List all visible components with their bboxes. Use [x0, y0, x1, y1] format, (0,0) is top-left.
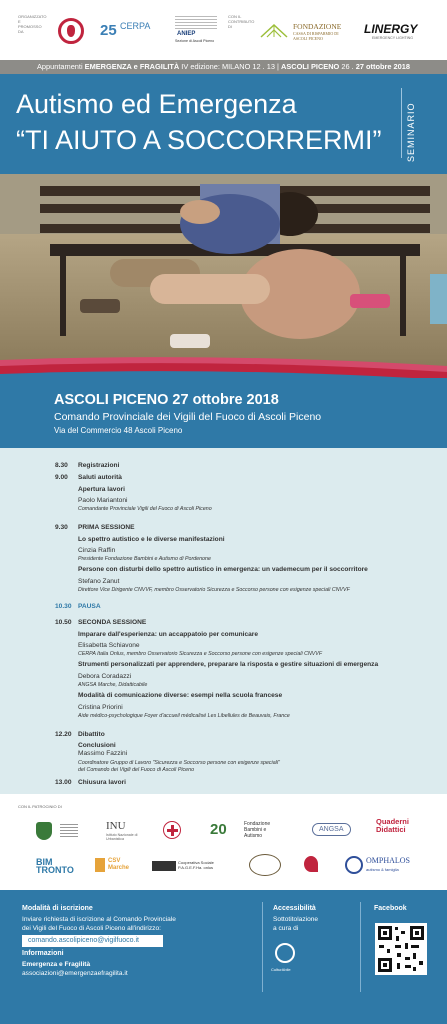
footer-divider-1 [262, 902, 263, 992]
speaker-raffin-role: Presidente Fondazione Bambini e Autismo di Pordenone [78, 556, 211, 562]
inu-sub: Istituto Nazionale di Urbanistica [106, 833, 138, 841]
partners [0, 794, 447, 894]
cerpa-number: 25 [100, 22, 117, 39]
ascoli-crest-icon [36, 822, 52, 840]
item-dibattito: Dibattito [78, 731, 105, 738]
talk-strumenti: Strumenti personalizzati per apprendere, preparare la risposta e gestire situazioni di emergenza [78, 661, 379, 668]
facebook-title: Facebook [374, 905, 407, 912]
time-1050: 10.50 [55, 619, 72, 626]
omphalos-icon [345, 856, 363, 874]
cerpa-name: CERPA [120, 21, 151, 31]
info-title: Informazioni [22, 950, 64, 957]
item-saluti: Saluti autorità [78, 474, 122, 481]
time-0930: 9.30 [55, 524, 68, 531]
time-1220: 12.20 [55, 731, 72, 738]
talk-spettro: Lo spettro autistico e le diverse manifestazioni [78, 536, 225, 543]
event-series-bar [0, 60, 447, 74]
angsa-logo: ANGSA [312, 823, 351, 836]
talk-comunicazione: Modalità di comunicazione diverse: esempi nella scuola francese [78, 692, 283, 699]
info-name: Emergenza e Fragilità [22, 961, 91, 968]
culturabile-icon [275, 943, 295, 963]
quaderni-logo: Quaderni Didattici [376, 817, 409, 834]
header [0, 0, 447, 60]
fondazione-name: FONDAZIONE [293, 22, 342, 31]
bim-logo: BIM TRONTO [36, 857, 74, 875]
pagefha-icon [152, 861, 176, 871]
speaker-fazzini: Massimo Fazzini [78, 750, 128, 757]
seminario-label: SEMINARIO [406, 102, 416, 162]
linergy-sub: EMERGENCY LIGHTING [372, 36, 414, 40]
time-0830: 8.30 [55, 462, 68, 469]
time-1300: 13.00 [55, 779, 72, 786]
fondazione-logo [259, 22, 289, 38]
patrocinio-label: CON IL PATROCINIO DI [18, 804, 62, 809]
event-city-date: ASCOLI PICENO 27 ottobre 2018 [54, 392, 279, 408]
csv-icon [95, 858, 105, 872]
speaker-raffin: Cinzia Raffin [78, 547, 116, 554]
omphalos-sub: autismo & famiglia [366, 867, 399, 872]
inu-logo: INU [106, 820, 126, 832]
acc-line-2: a cura di [273, 925, 299, 932]
info-email[interactable]: associazioni@emergenzaefragilita.it [22, 970, 128, 977]
omphalos-logo: OMPHALOS [366, 856, 411, 865]
series-date: 27 ottobre 2018 [355, 62, 410, 71]
acc-title: Accessibilità [273, 905, 316, 912]
aniep-name: ANIEP [177, 31, 196, 37]
series-pre: Appuntamenti [37, 62, 85, 71]
title-line-2: “TI AIUTO A SOCCORRERMI” [16, 125, 382, 155]
event-address: Via del Commercio 48 Ascoli Piceno [54, 426, 183, 435]
linergy-name: LINERGY [364, 22, 418, 36]
series-city: ASCOLI PICENO [281, 62, 340, 71]
pagefha-logo: Cooperativa Sociale P.A.G.E.F.Ha. onlus [178, 860, 214, 870]
speaker-fazzini-role-1: Coordinatore Gruppo di Lavoro "Sicurezza e Soccorso persone con esigenze speciali" [78, 760, 280, 766]
fba-name: Fondazione Bambini e Autismo [244, 821, 271, 839]
contributo-label: CON IL CONTRIBUTO DI [228, 14, 255, 29]
title-box [0, 74, 447, 174]
title-divider [401, 88, 402, 158]
mod-line-2: dei Vigili del Fuoco di Ascoli Piceno all'indirizzo: [22, 925, 161, 932]
item-conclusioni: Conclusioni [78, 742, 116, 749]
time-1030: 10.30 [55, 603, 72, 610]
red-cross-icon [163, 821, 181, 839]
series-days: 26 . [339, 62, 356, 71]
talk-vademecum: Persone con disturbi dello spettro autistico in emergenza: un vademecum per il soccorritore [78, 566, 368, 573]
item-pausa: PAUSA [78, 603, 101, 610]
speaker-coradazzi-role: ANGSA Marche, Didatticabile [78, 682, 148, 688]
speaker-fazzini-role-2: del Comando dei Vigili del Fuoco di Ascoli Piceno [78, 767, 195, 773]
speaker-schiavone-role: CERPA Italia Onlus, membro Osservatorio Sicurezza e Soccorso persone con esigenze speciali CNVVF [78, 651, 323, 657]
bottom-strip [0, 1008, 447, 1024]
organizzato-label: ORGANIZZATO E PROMOSSO DA [18, 14, 47, 34]
circle-partner-logo [249, 854, 281, 876]
event-info-band [0, 378, 447, 448]
speaker-priorini: Cristina Priorini [78, 704, 123, 711]
time-0900: 9.00 [55, 474, 68, 481]
program [0, 448, 447, 794]
item-apertura: Apertura lavori [78, 486, 125, 493]
item-seconda-sessione: SECONDA SESSIONE [78, 619, 147, 626]
mod-line-1: Inviare richiesta di iscrizione al Comando Provinciale [22, 916, 176, 923]
flower-partner-icon [304, 856, 318, 872]
talk-accappatoio: Imparare dall'esperienza: un accappatoio per comunicare [78, 631, 259, 638]
registration-email[interactable]: comando.ascolipiceno@vigilfuoco.it [22, 935, 163, 947]
speaker-schiavone: Elisabetta Schiavone [78, 642, 140, 649]
acc-line-1: Sottotitolazione [273, 916, 319, 923]
title-line-1: Autismo ed Emergenza [16, 89, 297, 119]
hero-photo [0, 174, 447, 370]
fba-number: 20 [210, 821, 227, 838]
speaker-priorini-role: Aide médico-psychologique Foyer d'accueil médicalisé Les Libellules de Beauvais, France [78, 713, 290, 719]
aniep-sub: Sezione di Ascoli Piceno [175, 39, 215, 43]
mod-title: Modalità di iscrizione [22, 905, 93, 912]
qr-code-icon[interactable] [375, 923, 427, 975]
speaker-mariantoni: Paolo Mariantoni [78, 497, 128, 504]
speaker-mariantoni-role: Comandante Provinciale Vigili del Fuoco di Ascoli Piceno [78, 506, 212, 512]
event-venue: Comando Provinciale dei Vigili del Fuoco di Ascoli Piceno [54, 411, 322, 423]
item-prima-sessione: PRIMA SESSIONE [78, 524, 135, 531]
aniep-text-block [175, 16, 217, 30]
item-chiusura: Chiusura lavori [78, 779, 127, 786]
culturabile-label: CulturAbile [271, 967, 291, 972]
footer-divider-2 [360, 902, 361, 992]
ascoli-text [60, 824, 78, 838]
speaker-zanut: Stefano Zanut [78, 578, 120, 585]
vigili-del-fuoco-logo [58, 18, 84, 44]
speaker-zanut-role: Direttore Vice Dirigente CNVVF, membro Osservatorio Sicurezza e Soccorso persone con esigenze speciali CNVVF [78, 587, 350, 593]
footer [0, 890, 447, 1024]
series-name: EMERGENZA e FRAGILITÀ [84, 62, 180, 71]
series-mid: IV edizione: MILANO 12 . 13 | [179, 62, 281, 71]
fondazione-sub: CASSA DI RISPARMIO DI ASCOLI PICENO [293, 31, 339, 41]
speaker-coradazzi: Debora Coradazzi [78, 673, 132, 680]
item-registrazioni: Registrazioni [78, 462, 120, 469]
csv-logo: CSV Marche [108, 858, 130, 871]
